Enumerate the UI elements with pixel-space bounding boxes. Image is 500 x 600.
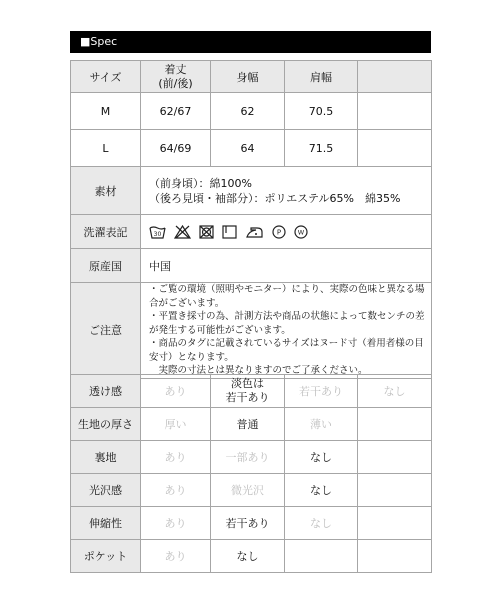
gloss-option: 微光沢 — [211, 474, 285, 507]
lining-label: 裏地 — [71, 441, 141, 474]
transparency-option: なし — [358, 375, 432, 408]
gloss-label: 光沢感 — [71, 474, 141, 507]
shoulder-cell: 71.5 — [285, 130, 358, 167]
transparency-option-line: 若干あり — [225, 391, 270, 404]
transparency-row — [71, 375, 432, 408]
shoulder-header: 肩幅 — [285, 61, 358, 93]
no-tumble-dry-icon — [199, 225, 214, 239]
thickness-option: 厚い — [141, 408, 211, 441]
empty-cell — [358, 93, 432, 130]
stretch-option-selected: 若干あり — [211, 507, 285, 540]
thickness-label: 生地の厚さ — [71, 408, 141, 441]
width-header: 身幅 — [211, 61, 285, 93]
wash-30-icon — [149, 225, 166, 239]
pocket-label: ポケット — [71, 540, 141, 573]
thickness-option: 薄い — [285, 408, 358, 441]
stretch-option: あり — [141, 507, 211, 540]
shoulder-cell: 70.5 — [285, 93, 358, 130]
thickness-row — [71, 408, 432, 441]
notes-line: が発生する可能性がございます。 — [149, 324, 291, 336]
size-row-l — [71, 130, 432, 167]
washing-label: 洗濯表記 — [71, 215, 141, 249]
material-value — [141, 167, 432, 215]
gloss-option: あり — [141, 474, 211, 507]
length-cell: 64/69 — [141, 130, 211, 167]
size-cell: L — [71, 130, 141, 167]
length-header-label: 着丈 — [164, 62, 187, 76]
notes-line: ・ご覧の環境（照明やモニター）により、実際の色味と異なる場 — [149, 284, 425, 295]
wet-clean-w-icon — [294, 225, 308, 239]
notes-line: 合がございます。 — [149, 297, 225, 309]
spec-header: ■Spec — [70, 31, 431, 53]
width-cell: 64 — [211, 130, 285, 167]
no-bleach-icon — [174, 225, 191, 239]
washing-icons-cell — [141, 215, 432, 249]
notes-line: 安寸）となります。 — [149, 351, 234, 363]
empty-cell — [358, 507, 432, 540]
size-cell: M — [71, 93, 141, 130]
empty-cell — [358, 441, 432, 474]
notes-line: ・商品のタグに記載されているサイズはヌード寸（着用者様の目 — [149, 338, 424, 349]
stretch-label: 伸縮性 — [71, 507, 141, 540]
empty-header — [358, 61, 432, 93]
length-header-sub: (前/後) — [158, 76, 193, 90]
notes-line: 実際の寸法とは異なりますのでご了承ください。 — [149, 365, 368, 376]
transparency-option-selected — [211, 375, 285, 408]
size-header-row — [71, 61, 432, 93]
empty-cell — [285, 540, 358, 573]
size-header: サイズ — [71, 61, 141, 93]
notes-value — [141, 283, 432, 379]
spec-table — [70, 60, 432, 379]
origin-row — [71, 249, 432, 283]
hang-dry-icon — [222, 225, 237, 239]
empty-cell — [358, 474, 432, 507]
material-row — [71, 167, 432, 215]
iron-low-icon — [245, 225, 264, 239]
dryclean-letter: P — [276, 228, 282, 236]
origin-value: 中国 — [141, 249, 432, 283]
lining-option: 一部あり — [211, 441, 285, 474]
transparency-option: あり — [141, 375, 211, 408]
transparency-option-line: 淡色は — [231, 377, 264, 390]
width-cell: 62 — [211, 93, 285, 130]
notes-line: ・平置き採寸の為、計測方法や商品の状態によって数センチの差 — [149, 311, 425, 322]
notes-row — [71, 283, 432, 379]
pocket-option: あり — [141, 540, 211, 573]
size-row-m — [71, 93, 432, 130]
lining-option: あり — [141, 441, 211, 474]
pocket-option-selected: なし — [211, 540, 285, 573]
dry-clean-p-icon — [272, 225, 286, 239]
washing-icons — [141, 225, 431, 239]
empty-cell — [358, 408, 432, 441]
material-line-2: （後ろ見頃・袖部分）：ポリエステル65% 綿35% — [149, 191, 401, 205]
material-label: 素材 — [71, 167, 141, 215]
length-header — [141, 61, 211, 93]
pocket-row — [71, 540, 432, 573]
transparency-option: 若干あり — [285, 375, 358, 408]
origin-label: 原産国 — [71, 249, 141, 283]
thickness-option-selected: 普通 — [211, 408, 285, 441]
wash-temp-label: 30 — [153, 230, 162, 238]
gloss-option-selected: なし — [285, 474, 358, 507]
empty-cell — [358, 130, 432, 167]
stretch-row — [71, 507, 432, 540]
lining-row — [71, 441, 432, 474]
gloss-row — [71, 474, 432, 507]
material-line-1: （前身頃）：綿100% — [149, 176, 252, 190]
wetclean-letter: W — [297, 228, 305, 236]
lining-option-selected: なし — [285, 441, 358, 474]
stretch-option: なし — [285, 507, 358, 540]
length-cell: 62/67 — [141, 93, 211, 130]
empty-cell — [358, 540, 432, 573]
notes-label: ご注意 — [71, 283, 141, 379]
material-attributes-table — [70, 374, 432, 573]
transparency-label: 透け感 — [71, 375, 141, 408]
washing-row — [71, 215, 432, 249]
